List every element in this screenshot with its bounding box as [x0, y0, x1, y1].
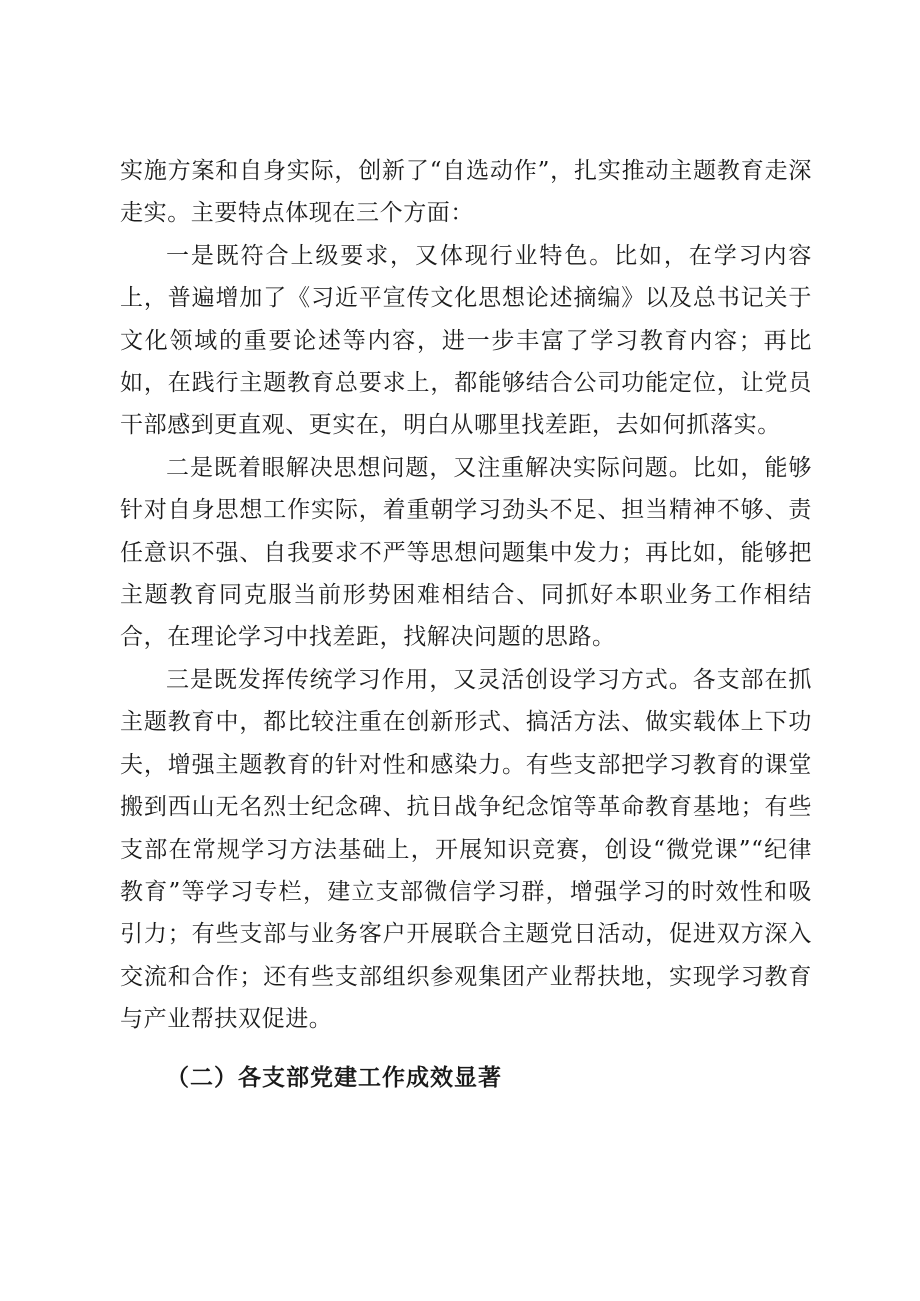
paragraph-point-three: 三是既发挥传统学习作用，又灵活创设学习方式。各支部在抓主题教育中，都比较注重在创新形式、搞活方法、做实载体上下功夫，增强主题教育的针对性和感染力。有些支部把学习教育的课堂搬到西山无名烈士纪念碑、抗日战争纪念馆等革命教育基地；有些支部在常规学习方法基础上，开展知识竞赛，创设“微党课”“纪律教育”等学习专栏，建立支部微信学习群，增强学习的时效性和吸引力；有些支部与业务客户开展联合主题党日活动，促进双方深入交流和合作；还有些支部组织参观集团产业帮扶地，实现学习教育与产业帮扶双促进。: [120, 666, 812, 1033]
paragraph-point-two: 二是既着眼解决思想问题，又注重解决实际问题。比如，能够针对自身思想工作实际，着重朝学习劲头不足、担当精神不够、责任意识不强、自我要求不严等思想问题集中发力；再比如，能够把主题教育同克服当前形势困难相结合、同抓好本职业务工作相结合，在理论学习中找差距，找解决问题的思路。: [120, 454, 812, 651]
paragraph-point-one: 一是既符合上级要求，又体现行业特色。比如，在学习内容上，普遍增加了《习近平宣传文化思想论述摘编》以及总书记关于文化领域的重要论述等内容，进一步丰富了学习教育内容；再比如，在践行主题教育总要求上，都能够结合公司功能定位，让党员干部感到更直观、更实在，明白从哪里找差距，去如何抓落实。: [120, 242, 812, 439]
section-heading: （二）各支部党建工作成效显著: [166, 1064, 502, 1091]
document-body: [120, 150, 812, 1099]
paragraph-intro-continuation: 实施方案和自身实际，创新了“自选动作”，扎实推动主题教育走深走实。主要特点体现在三个方面：: [120, 158, 812, 227]
